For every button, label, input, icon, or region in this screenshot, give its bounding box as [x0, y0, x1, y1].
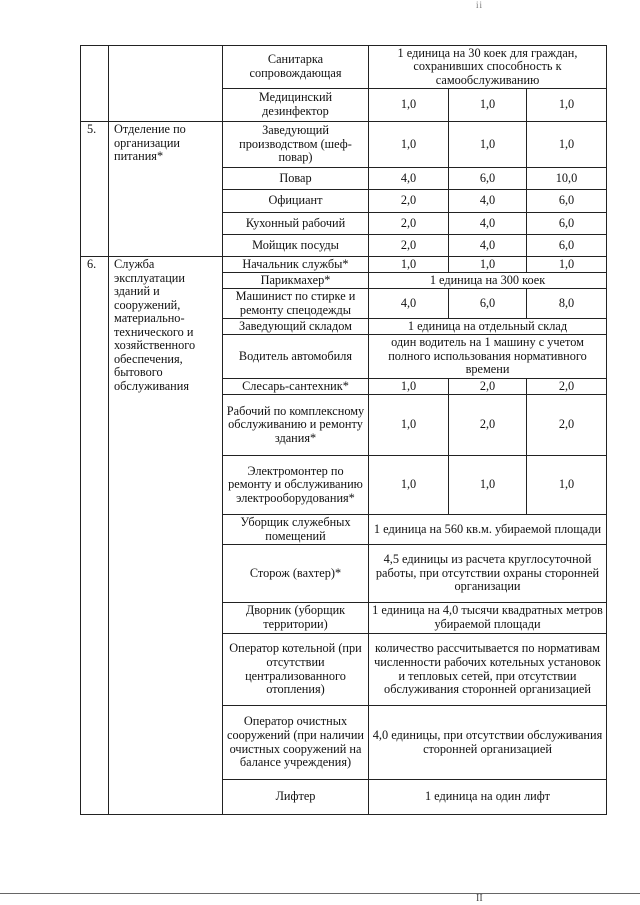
value-cell: 1,0: [449, 89, 527, 122]
norm-note: 1 единица на один лифт: [369, 780, 607, 815]
position-name: Медицинский дезинфектор: [223, 89, 369, 122]
value-cell: 1,0: [449, 257, 527, 273]
value-cell: 2,0: [527, 379, 607, 395]
value-cell: 2,0: [527, 395, 607, 456]
position-name: Электромонтер по ремонту и обслуживанию электрооборудования*: [223, 456, 369, 515]
value-cell: 1,0: [527, 456, 607, 515]
value-cell: 1,0: [369, 379, 449, 395]
norm-note: 1 единица на 560 кв.м. убираемой площади: [369, 515, 607, 545]
value-cell: 1,0: [527, 89, 607, 122]
norm-note: 1 единица на отдельный склад: [369, 319, 607, 335]
footer-mark: II: [476, 893, 483, 904]
norm-note: 1 единица на 30 коек для граждан, сохранивших способность к самообслуживанию: [369, 46, 607, 89]
section-number: 5.: [81, 122, 109, 257]
value-cell: 4,0: [369, 289, 449, 319]
value-cell: 2,0: [369, 235, 449, 257]
staffing-table: [80, 45, 607, 815]
value-cell: 6,0: [449, 168, 527, 190]
position-name: Машинист по стирке и ремонту спецодежды: [223, 289, 369, 319]
value-cell: 6,0: [449, 289, 527, 319]
table-row: [81, 257, 607, 273]
section-number: [81, 46, 109, 122]
norm-note: один водитель на 1 машину с учетом полного использования нормативного времени: [369, 335, 607, 379]
table-row: [81, 122, 607, 168]
value-cell: 1,0: [369, 395, 449, 456]
value-cell: 10,0: [527, 168, 607, 190]
position-name: Оператор очистных сооружений (при наличии очистных сооружений на балансе учреждения): [223, 706, 369, 780]
position-name: Начальник службы*: [223, 257, 369, 273]
position-name: Уборщик служебных помещений: [223, 515, 369, 545]
position-name: Оператор котельной (при отсутствии централизованного отопления): [223, 634, 369, 706]
position-name: Официант: [223, 190, 369, 213]
position-name: Рабочий по комплексному обслуживанию и ремонту здания*: [223, 395, 369, 456]
section-name: [109, 46, 223, 122]
value-cell: 1,0: [369, 456, 449, 515]
section-number: 6.: [81, 257, 109, 815]
value-cell: 4,0: [449, 190, 527, 213]
value-cell: 2,0: [369, 190, 449, 213]
page-corner-mark: ii: [476, 0, 484, 10]
value-cell: 2,0: [449, 395, 527, 456]
value-cell: 1,0: [449, 122, 527, 168]
position-name: Водитель автомобиля: [223, 335, 369, 379]
norm-note: 1 единица на 4,0 тысячи квадратных метров убираемой площади: [369, 603, 607, 634]
section-name: Служба эксплуатации зданий и сооружений, материально-технического и хозяйственного обеспечения, бытового обслуживания: [109, 257, 223, 815]
position-name: Заведующий производством (шеф-повар): [223, 122, 369, 168]
position-name: Мойщик посуды: [223, 235, 369, 257]
position-name: Санитарка сопровождающая: [223, 46, 369, 89]
value-cell: 4,0: [449, 213, 527, 235]
footer-divider: [0, 893, 640, 894]
position-name: Заведующий складом: [223, 319, 369, 335]
norm-note: 4,5 единицы из расчета круглосуточной работы, при отсутствии охраны сторонней организации: [369, 545, 607, 603]
value-cell: 1,0: [449, 456, 527, 515]
value-cell: 6,0: [527, 190, 607, 213]
section-name: Отделение по организации питания*: [109, 122, 223, 257]
value-cell: 2,0: [449, 379, 527, 395]
position-name: Парикмахер*: [223, 273, 369, 289]
position-name: Слесарь-сантехник*: [223, 379, 369, 395]
value-cell: 8,0: [527, 289, 607, 319]
value-cell: 4,0: [449, 235, 527, 257]
norm-note: 1 единица на 300 коек: [369, 273, 607, 289]
value-cell: 6,0: [527, 235, 607, 257]
value-cell: 6,0: [527, 213, 607, 235]
position-name: Сторож (вахтер)*: [223, 545, 369, 603]
position-name: Повар: [223, 168, 369, 190]
value-cell: 1,0: [527, 122, 607, 168]
position-name: Кухонный рабочий: [223, 213, 369, 235]
position-name: Лифтер: [223, 780, 369, 815]
position-name: Дворник (уборщик территории): [223, 603, 369, 634]
value-cell: 1,0: [369, 122, 449, 168]
value-cell: 2,0: [369, 213, 449, 235]
norm-note: количество рассчитывается по нормативам численности рабочих котельных установок и тепловых сетей, при отсутствии обслуживания сторонней организацией: [369, 634, 607, 706]
table-row: [81, 46, 607, 89]
value-cell: 1,0: [527, 257, 607, 273]
value-cell: 4,0: [369, 168, 449, 190]
value-cell: 1,0: [369, 257, 449, 273]
norm-note: 4,0 единицы, при отсутствии обслуживания сторонней организацией: [369, 706, 607, 780]
value-cell: 1,0: [369, 89, 449, 122]
